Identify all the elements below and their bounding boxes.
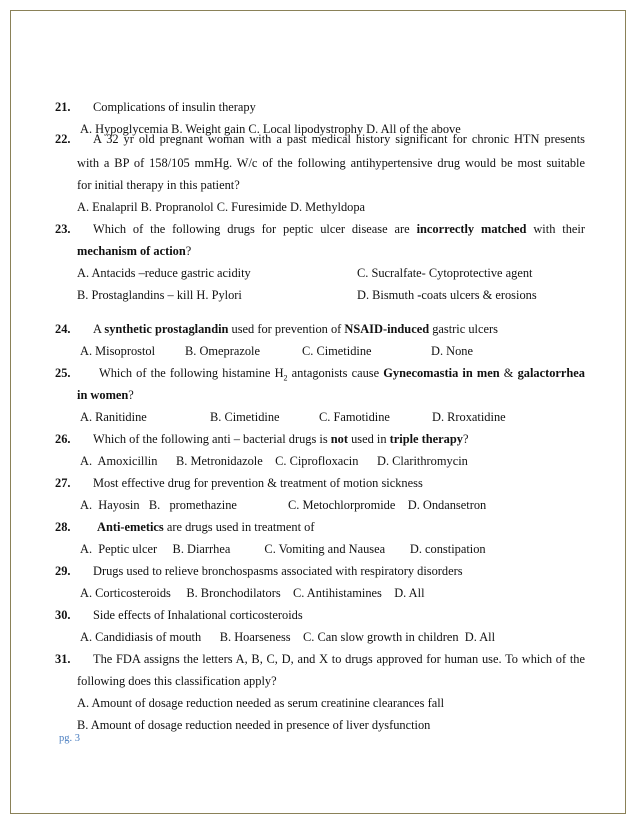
question-30 — [55, 604, 585, 626]
text-part: & — [499, 366, 518, 380]
question-text — [97, 516, 314, 538]
option-c: C. Sucralfate- Cytoprotective agent — [357, 266, 533, 280]
question-28-options — [55, 538, 585, 560]
question-number: 26. — [55, 432, 71, 446]
question-number: 21. — [55, 100, 71, 114]
question-22-options — [55, 196, 585, 218]
question-23-line-2 — [55, 240, 585, 262]
question-text-line-3: for initial therapy in this patient? — [77, 178, 240, 192]
text-part: used for prevention of — [228, 322, 345, 336]
question-23-options-row-2 — [55, 284, 585, 306]
question-number: 29. — [55, 564, 71, 578]
question-25-line-2 — [55, 384, 585, 406]
question-24-options — [55, 340, 585, 362]
text-bold: NSAID-induced — [344, 322, 430, 336]
option-b: B. Amount of dosage reduction needed in presence of liver dysfunction — [77, 718, 431, 732]
question-text-line-2: following does this classification apply? — [77, 674, 277, 688]
question-text-line-1 — [93, 218, 585, 240]
question-number: 28. — [55, 520, 71, 534]
options-text: A. Amoxicillin B. Metronidazole C. Ciprofloxacin D. Clarithromycin — [80, 454, 468, 468]
question-text: Drugs used to relieve bronchospasms associated with respiratory disorders — [93, 564, 463, 578]
text-part: coats ulcers & erosions — [421, 288, 537, 302]
text-part: ? — [462, 432, 469, 446]
text-part: antagonists cause — [287, 366, 384, 380]
options-c-d: C. Metochlorpromide D. Ondansetron — [288, 498, 487, 512]
question-29 — [55, 560, 585, 582]
option-a: A. Amount of dosage reduction needed as serum creatinine clearances fall — [77, 696, 445, 710]
text-bold: in women — [77, 388, 129, 402]
option-d — [357, 284, 537, 306]
question-text-line-1: The FDA assigns the letters A, B, C, D, and X to drugs approved for human use. To which of the — [93, 652, 585, 666]
options-text: A. Candidiasis of mouth B. Hoarseness C. Can slow growth in children D. All — [80, 630, 496, 644]
question-22-line-2 — [55, 152, 585, 174]
question-28 — [55, 516, 585, 538]
text-part: Which of the following drugs for peptic ulcer disease are — [93, 222, 410, 236]
question-text-line-2 — [77, 240, 191, 262]
question-22-line-3 — [55, 174, 585, 196]
question-26-options — [55, 450, 585, 472]
option-d: D. Rroxatidine — [432, 410, 506, 424]
question-25 — [55, 362, 585, 384]
option-b: B. Cimetidine — [210, 410, 280, 424]
option-c: C. Famotidine — [319, 410, 390, 424]
text-part: A — [93, 322, 105, 336]
question-27 — [55, 472, 585, 494]
question-text: Side effects of Inhalational corticosteroids — [93, 608, 303, 622]
text-part: Which of the following histamine H — [99, 366, 284, 380]
text-part: ? — [128, 388, 134, 402]
question-text: Complications of insulin therapy — [93, 100, 256, 114]
text-part: used in — [348, 432, 390, 446]
option-b: B. Omeprazole — [185, 344, 261, 358]
text-part: with their — [533, 222, 585, 236]
text-bold: mechanism of action — [77, 244, 186, 258]
text-part: ? — [185, 244, 192, 258]
text-bold: Gynecomastia in men — [383, 366, 500, 380]
text-part: are drugs used in treatment of — [163, 520, 315, 534]
question-31-option-b — [55, 714, 585, 736]
question-25-options — [55, 406, 585, 428]
question-22 — [55, 132, 585, 152]
option-a: A. Misoprostol — [80, 344, 156, 358]
option-b: B. Prostaglandins – kill H. Pylori — [77, 288, 242, 302]
option-c: C. Cimetidine — [302, 344, 372, 358]
question-27-options — [55, 494, 585, 516]
options-text: A. Enalapril B. Propranolol C. Furesimide D. Methyldopa — [77, 200, 366, 214]
question-text-line-2 — [77, 384, 134, 406]
question-number: 27. — [55, 476, 71, 490]
text-bold: triple therapy — [389, 432, 463, 446]
text-bold: Anti-emetics — [97, 520, 164, 534]
page-number: pg. 3 — [59, 733, 80, 744]
option-a: A. Antacids –reduce gastric acidity — [77, 266, 251, 280]
question-number: 24. — [55, 322, 71, 336]
question-29-options — [55, 582, 585, 604]
text-bold: synthetic prostaglandin — [104, 322, 229, 336]
text-part: Which of the following anti – bacterial drugs is — [93, 432, 331, 446]
text-bold: galactorrhea — [517, 366, 585, 380]
text-bold: incorrectly matched — [416, 222, 527, 236]
question-30-options — [55, 626, 585, 648]
question-26 — [55, 428, 585, 450]
question-text — [93, 318, 498, 340]
subscript: 2 — [283, 373, 288, 383]
question-text-line-1: A 32 yr old pregnant woman with a past medical history significant for chronic HTN presents — [93, 132, 585, 146]
question-31-line-2 — [55, 670, 585, 692]
text-bold: not — [330, 432, 348, 446]
question-31-option-a — [55, 692, 585, 714]
option-d: D. None — [431, 344, 473, 358]
question-text — [93, 428, 468, 450]
spacer — [55, 306, 585, 318]
options-text: A. Hypoglycemia B. Weight gain C. Local lipodystrophy D. All of the above — [80, 122, 461, 136]
question-number: 31. — [55, 652, 71, 666]
question-number: 25. — [55, 366, 71, 380]
question-23-options-row-1 — [55, 262, 585, 284]
question-23 — [55, 218, 585, 240]
question-number: 30. — [55, 608, 71, 622]
question-21 — [55, 96, 585, 118]
question-31 — [55, 648, 585, 670]
question-number: 22. — [55, 132, 71, 146]
question-number: 23. — [55, 222, 71, 236]
options-a-b: A. Hayosin B. promethazine — [80, 498, 237, 512]
text-part: D. Bismuth — [357, 288, 418, 302]
options-text: A. Corticosteroids B. Bronchodilators C. Antihistamines D. All — [80, 586, 425, 600]
text-bold: - — [417, 288, 422, 302]
question-text: Most effective drug for prevention & treatment of motion sickness — [93, 476, 423, 490]
option-a: A. Ranitidine — [80, 410, 147, 424]
text-part: gastric ulcers — [429, 322, 498, 336]
question-text-line-2: with a BP of 158/105 mmHg. W/c of the following antihypertensive drug would be most suitable — [77, 156, 585, 170]
question-list — [55, 96, 585, 736]
options-text: A. Peptic ulcer B. Diarrhea C. Vomiting and Nausea D. constipation — [80, 542, 486, 556]
question-24 — [55, 318, 585, 340]
